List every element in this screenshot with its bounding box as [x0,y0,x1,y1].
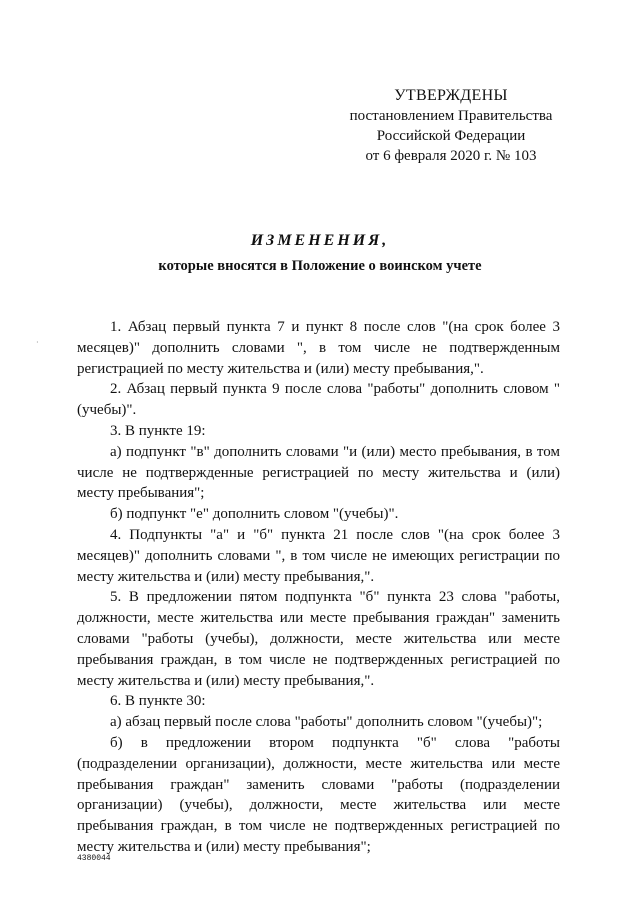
paragraph-6: 6. В пункте 30: [110,693,206,710]
document-number: 4380044 [77,854,111,863]
approval-line-2: Российской Федерации [376,128,526,144]
paragraph-3b: б) подпункт "е" дополнить словом "(учебы)". [110,506,399,523]
paragraph-2: 2. Абзац первый пункта 9 после слова "работы" дополнить словом "(учебы)". [77,381,560,419]
margin-mark: · [36,338,39,347]
paragraph-3a: а) подпункт "в" дополнить словами "и (или) место пребывания, в том числе не подтвержденные регистрацией по месту жительства и (или) месту пребывания"; [77,443,560,502]
paragraph-1: 1. Абзац первый пункта 7 и пункт 8 после слов "(на срок более 3 месяцев)" дополнить словами ", в том числе не подтвержденным регистрацией по месту жительства и (или) месту пребывания,". [77,319,560,377]
approval-line-3: от 6 февраля 2020 г. № 103 [365,148,537,164]
paragraph-3: 3. В пункте 19: [110,422,206,439]
paragraph-6b: б) в предложении втором подпункта "б" слова "работы (подразделении организации), должности, месте жительства или месте пребывания граждан" заменить словами "работы (подразделении организации) (учебы), должности, месте жительства или месте пребывания граждан, в том числе не подтвержденных регистрацией по месту жительства и (или) месту пребывания"; [77,734,560,855]
document-body [77,317,560,858]
approval-line-1: постановлением Правительства [349,108,553,124]
paragraph-6a: а) абзац первый после слова "работы" дополнить словом "(учебы)"; [110,714,543,731]
approval-block [330,86,572,166]
document-subtitle: которые вносятся в Положение о воинском учете [158,258,482,274]
paragraph-5: 5. В предложении пятом подпункта "б" пункта 23 слова "работы, должности, месте жительства или месте пребывания граждан" заменить словами "работы (учебы), должности, месте жительства или месте пребывания граждан, в том числе не подтвержденных регистрацией по месту жительства и (или) месту пребывания,". [77,589,560,689]
approval-stamp: УТВЕРЖДЕНЫ [394,87,508,104]
document-title: ИЗМЕНЕНИЯ, [250,232,390,249]
paragraph-4: 4. Подпункты "а" и "б" пункта 21 после слов "(на срок более 3 месяцев)" дополнить словами ", в том числе не имеющих регистрации по месту жительства и (или) месту пребывания,". [77,526,560,585]
